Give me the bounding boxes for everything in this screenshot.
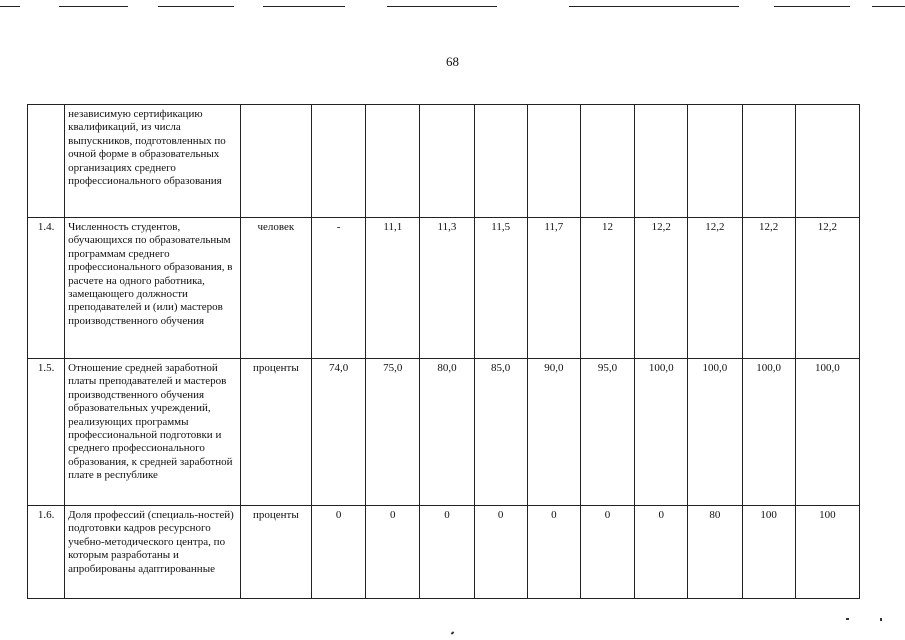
table-row [28, 359, 860, 506]
value-cell [420, 105, 474, 218]
value-cell: 90,0 [527, 359, 580, 506]
value-cell [742, 105, 795, 218]
value-cell [474, 105, 527, 218]
unit-cell: проценты [240, 506, 311, 599]
value-cell: 0 [420, 506, 474, 599]
indicator-name: Доля профессий (специаль-ностей) подготовки кадров ресурсного учебно-методического центра, по которым разработаны и апробированы адаптированные [65, 506, 241, 599]
indicator-name: независимую сертификацию квалификаций, из числа выпускников, подготовленных по очной форме в образовательных организациях среднего профессионального образования [65, 105, 241, 218]
value-cell: 0 [366, 506, 420, 599]
top-mark [263, 6, 345, 7]
value-cell: 74,0 [312, 359, 366, 506]
value-cell: 12,2 [688, 218, 742, 359]
value-cell: 12,2 [742, 218, 795, 359]
value-cell: 95,0 [580, 359, 634, 506]
value-cell: 0 [580, 506, 634, 599]
indicator-name: Отношение средней заработной платы преподавателей и мастеров производственного обучения образовательных учреждений, реализующих программы профессиональной подготовки и среднего профессионального образования, к средней заработной плате в республике [65, 359, 241, 506]
top-mark [774, 6, 850, 7]
top-mark [0, 6, 20, 7]
value-cell: 100 [742, 506, 795, 599]
value-cell [580, 105, 634, 218]
value-cell: 12,2 [635, 218, 688, 359]
page-number: 68 [446, 54, 459, 69]
value-cell: 85,0 [474, 359, 527, 506]
scan-speck [846, 618, 849, 620]
row-number: 1.6. [28, 506, 65, 599]
table-row [28, 506, 860, 599]
value-cell: 11,5 [474, 218, 527, 359]
top-mark [569, 6, 739, 7]
top-mark [158, 6, 234, 7]
value-cell: 100,0 [635, 359, 688, 506]
value-cell [366, 105, 420, 218]
value-cell: 80,0 [420, 359, 474, 506]
top-mark [387, 6, 497, 7]
unit-cell: проценты [240, 359, 311, 506]
value-cell: 75,0 [366, 359, 420, 506]
value-cell: 100,0 [688, 359, 742, 506]
value-cell: 12 [580, 218, 634, 359]
unit-cell: человек [240, 218, 311, 359]
value-cell [312, 105, 366, 218]
value-cell: 0 [527, 506, 580, 599]
value-cell: 11,3 [420, 218, 474, 359]
value-cell: 0 [635, 506, 688, 599]
indicators-table [27, 104, 860, 599]
value-cell: 11,1 [366, 218, 420, 359]
value-cell [688, 105, 742, 218]
row-number [28, 105, 65, 218]
top-mark [59, 6, 128, 7]
table-row [28, 105, 860, 218]
value-cell: - [312, 218, 366, 359]
value-cell: 80 [688, 506, 742, 599]
indicator-name: Численность студентов, обучающихся по образовательным программам среднего профессионального образования, в расчете на одного работника, замещающего должности преподавателей и (или) мастеров производственного обучения [65, 218, 241, 359]
value-cell: 12,2 [795, 218, 859, 359]
value-cell: 100 [795, 506, 859, 599]
table-row [28, 218, 860, 359]
scan-speck [451, 631, 455, 634]
value-cell: 0 [474, 506, 527, 599]
value-cell: 100,0 [742, 359, 795, 506]
value-cell: 100,0 [795, 359, 859, 506]
row-number: 1.4. [28, 218, 65, 359]
row-number: 1.5. [28, 359, 65, 506]
top-mark [872, 6, 905, 7]
value-cell: 11,7 [527, 218, 580, 359]
unit-cell [240, 105, 311, 218]
value-cell: 0 [312, 506, 366, 599]
value-cell [795, 105, 859, 218]
scan-speck [880, 618, 882, 621]
value-cell [527, 105, 580, 218]
value-cell [635, 105, 688, 218]
